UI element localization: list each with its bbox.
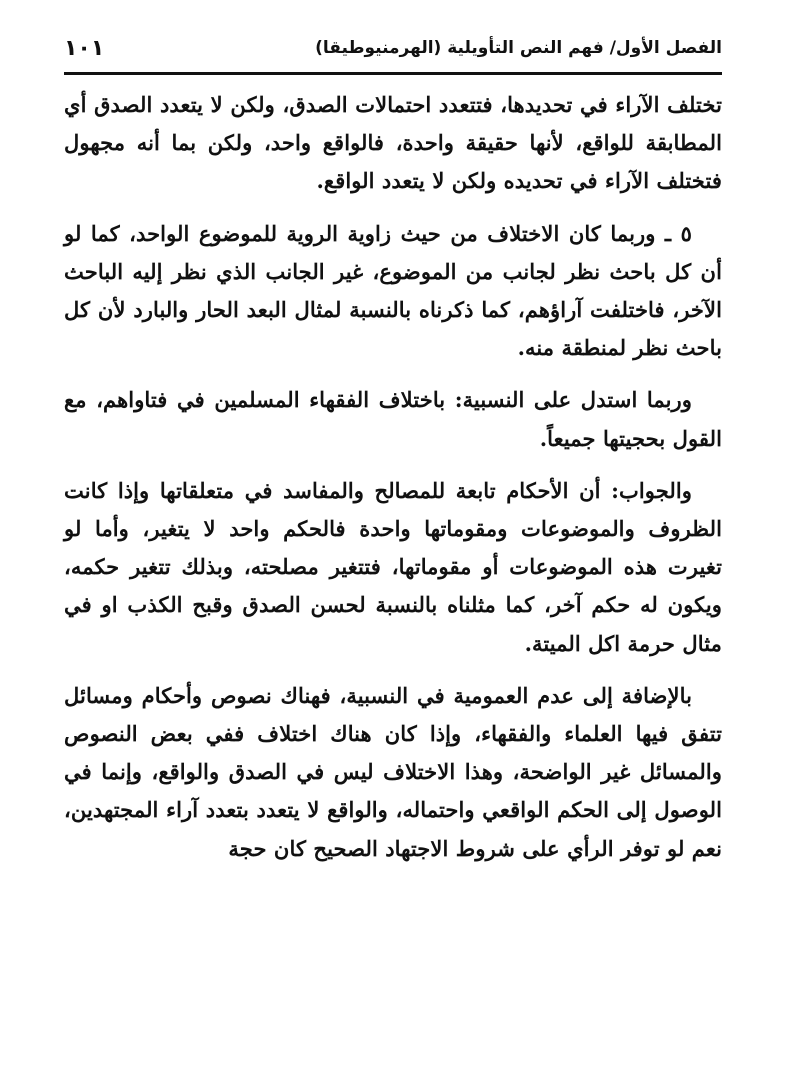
paragraph-3: وربما استدل على النسبية: باختلاف الفقهاء المسلمين في فتاواهم، مع القول بحجيتها جميعاً.	[64, 387, 722, 451]
header-rule	[64, 72, 722, 75]
running-title: الفصل الأول/ فهم النص التأويلية (الهرمنيوطيقا)	[315, 38, 722, 58]
paragraph-1: تختلف الآراء في تحديدها، فتتعدد احتمالات الصدق، ولكن لا يتعدد الصدق أي المطابقة للواقع، لأنها حقيقة واحدة، فالواقع واحد، ولكن بما أنه مجهول فتختلف الآراء في تحديده ولكن لا يتعدد الواقع.	[64, 92, 722, 194]
page-body	[64, 86, 722, 882]
paragraph-4: والجواب: أن الأحكام تابعة للمصالح والمفاسد في متعلقاتها وإذا كانت الظروف والموضوعات ومقوماتها واحدة فالحكم واحد لا يتغير، وأما لو تغيرت هذه الموضوعات أو مقوماتها، فتتغير مصلحته، وبذلك تتغير حكمه، ويكون له حكم آخر، كما مثلناه بالنسبة لحسن الصدق وقبح الكذب او في مثال حرمة اكل الميتة.	[64, 477, 722, 656]
paragraph-2: ٥ ـ وربما كان الاختلاف من حيث زاوية الروية للموضوع الواحد، كما لو أن كل باحث نظر لجانب من الموضوع، غير الجانب الذي نظر إليه الباحث الآخر، فاختلفت آراؤهم، كما ذكرناه بالنسبة لمثال البعد الحار والبارد لأن كل باحث نظر لمنطقة منه.	[64, 220, 722, 361]
page-header	[64, 26, 722, 70]
paragraph-5: بالإضافة إلى عدم العمومية في النسبية، فهناك نصوص وأحكام ومسائل تتفق فيها العلماء والفقهاء، وإذا كان هناك اختلاف ففي بعض النصوص والمسائل غير الواضحة، وهذا الاختلاف ليس في الصدق والواقع، وإنما في الوصول إلى الحكم الواقعي واحتماله، والواقع لا يتعدد بتعدد آراء المجتهدين، نعم لو توفر الرأي على شروط الاجتهاد الصحيح كان حجة	[64, 682, 722, 861]
page-number: ١٠١	[64, 35, 105, 61]
